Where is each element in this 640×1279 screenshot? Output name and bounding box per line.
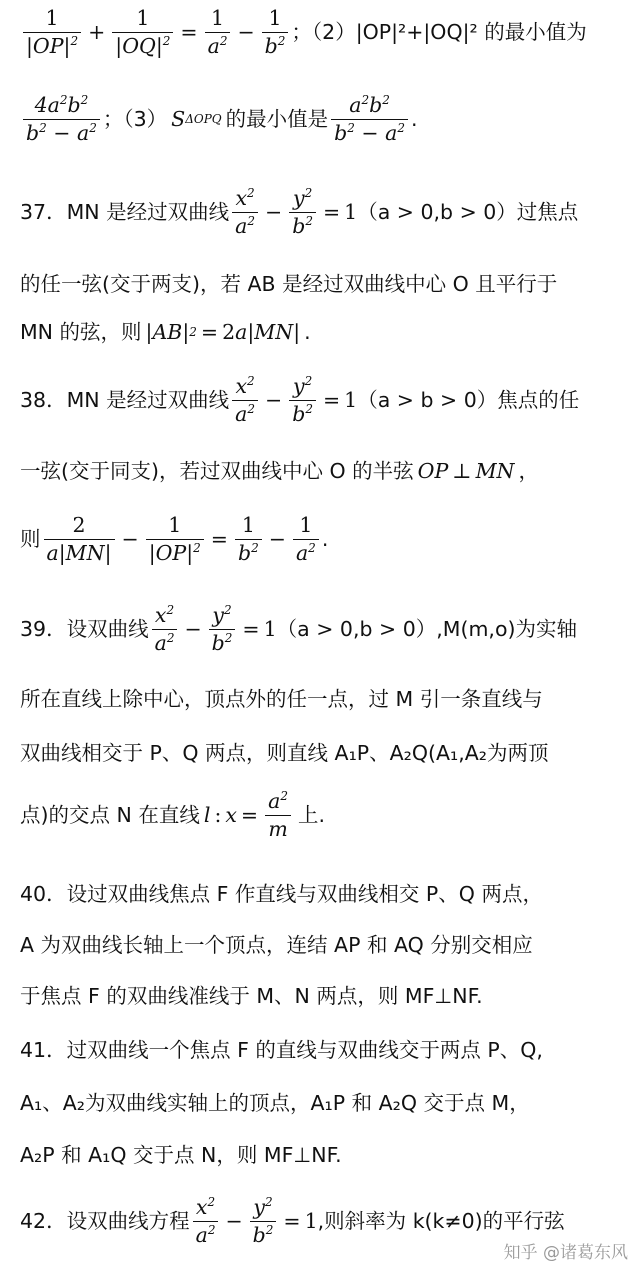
item42-number: 42: [20, 1208, 47, 1233]
item41-line3-text: A₂P 和 A₁Q 交于点 N，则 MF⊥NF.: [20, 1143, 342, 1167]
item39-lead: ．设双曲线: [46, 616, 149, 641]
item41-line1-text: ．过双曲线一个焦点 F 的直线与双曲线交于两点 P、Q,: [46, 1038, 543, 1062]
item42-lead: ．设双曲线方程: [46, 1208, 190, 1233]
item39-cond: （a > 0,b > 0）,M(m,o)为实轴: [276, 616, 577, 641]
item38-line2-text: 一弦(交于同支)，若过双曲线中心 O 的半弦: [20, 459, 414, 483]
item37-line3: [20, 322, 632, 343]
item38-number: 38: [20, 387, 47, 412]
watermark: 知乎 @诸葛东风: [503, 1243, 628, 1263]
item39-line4-end: 上.: [297, 802, 326, 827]
formula-area-opq: S ΔOPQ: [171, 106, 222, 131]
item40-line3-text: 于焦点 F 的双曲线准线于 M、N 两点，则 MF⊥NF.: [20, 984, 483, 1008]
item41-line1: [20, 1040, 632, 1061]
item37-cond: （a > 0,b > 0）过焦点: [357, 199, 579, 224]
item39-line4: [20, 791, 632, 839]
prev-part3-end-text: 的最小值是: [225, 106, 329, 131]
item37-line3-end: .: [304, 320, 311, 344]
prev-period: .: [410, 106, 418, 131]
item39-line3-text: 双曲线相交于 P、Q 两点，则直线 A₁P、A₂Q(A₁,A₂为两顶: [20, 741, 549, 765]
item37-line2: [20, 274, 632, 295]
item41-line2-text: A₁、A₂为双曲线实轴上的顶点，A₁P 和 A₂Q 交于点 M，: [20, 1091, 530, 1115]
prev-part3-text: ；（3）: [102, 106, 168, 131]
item37-line1: [20, 188, 632, 236]
prev-part2-text: ；（2）|OP|²+|OQ|² 的最小值为: [291, 19, 587, 44]
formula-hyperbola-38: $\frac{x^2}{a^2}$ − $\frac{y^2}{b^2}$ = 1: [229, 376, 357, 424]
item40-line1: [20, 884, 632, 905]
item38-line1: [20, 376, 632, 424]
item39-line3: [20, 743, 632, 764]
item38-line2-end: ，: [518, 459, 539, 483]
formula-hyperbola-37: $\frac{x^2}{a^2}$ − $\frac{y^2}{b^2}$ = 1: [229, 188, 357, 236]
item39-number: 39: [20, 616, 47, 641]
formula-area-min: $\frac{a^2b^2}{b^2 - a^2}$: [328, 95, 411, 143]
item42-tail: ,则斜率为 k(k≠0)的平行弦: [317, 1208, 565, 1233]
formula-38-result: $\frac{2}{a|MN|}$ − $\frac{1}{|OP|^2}$ = $\frac{1}{b^2}$ − $\frac{1}{a^2}$: [41, 515, 322, 563]
formula-hyperbola-39: $\frac{x^2}{a^2}$ − $\frac{y^2}{b^2}$ = 1: [149, 605, 277, 653]
item38-line3-text: 则: [20, 526, 41, 551]
formula-ab-mn: | AB | 2 = 2 a | MN |: [145, 320, 301, 344]
item38-line2: [20, 461, 632, 482]
formula-min-value: $\frac{4a^2b^2}{b^2 - a^2}$: [20, 95, 103, 143]
item38-cond: （a > b > 0）焦点的任: [357, 387, 580, 412]
item37-line3-text: MN 的弦，则: [20, 320, 142, 344]
item41-line3: [20, 1145, 632, 1166]
item40-line1-text: ．设过双曲线焦点 F 作直线与双曲线相交 P、Q 两点，: [46, 882, 543, 906]
item37-number: 37: [20, 199, 47, 224]
item41-line2: [20, 1093, 632, 1114]
item40-line3: [20, 986, 632, 1007]
item39-line2-text: 所在直线上除中心，顶点外的任一点，过 M 引一条直线与: [20, 687, 543, 711]
formula-line-l: l : x = $\frac{a^2}{m}$: [204, 791, 294, 839]
item37-lead: ．MN 是经过双曲线: [46, 199, 230, 224]
item38-line3: [20, 515, 632, 563]
prev-item-line2: [20, 95, 632, 143]
formula-recip-sum: $\frac{1}{|OP|^2}$ + $\frac{1}{|OQ|^2}$ = $\frac{1}{a^2}$ − $\frac{1}{b^2}$: [20, 8, 291, 56]
formula-op-perp-mn: OP ⊥ MN: [417, 459, 515, 483]
item40-line2-text: A 为双曲线长轴上一个顶点，连结 AP 和 AQ 分别交相应: [20, 933, 533, 957]
item38-lead: ．MN 是经过双曲线: [46, 387, 230, 412]
item38-line3-end: .: [321, 526, 329, 551]
item40-number: 40: [20, 882, 47, 906]
item39-line4-text: 点)的交点 N 在直线: [20, 802, 200, 827]
prev-item-line1: [20, 8, 632, 56]
item41-number: 41: [20, 1038, 47, 1062]
item39-line2: [20, 689, 632, 710]
item39-line1: [20, 605, 632, 653]
item37-line2-text: 的任一弦(交于两支)，若 AB 是经过双曲线中心 O 且平行于: [20, 272, 558, 296]
item40-line2: [20, 935, 632, 956]
formula-hyperbola-42: $\frac{x^2}{a^2}$ − $\frac{y^2}{b^2}$ = 1: [190, 1197, 318, 1245]
